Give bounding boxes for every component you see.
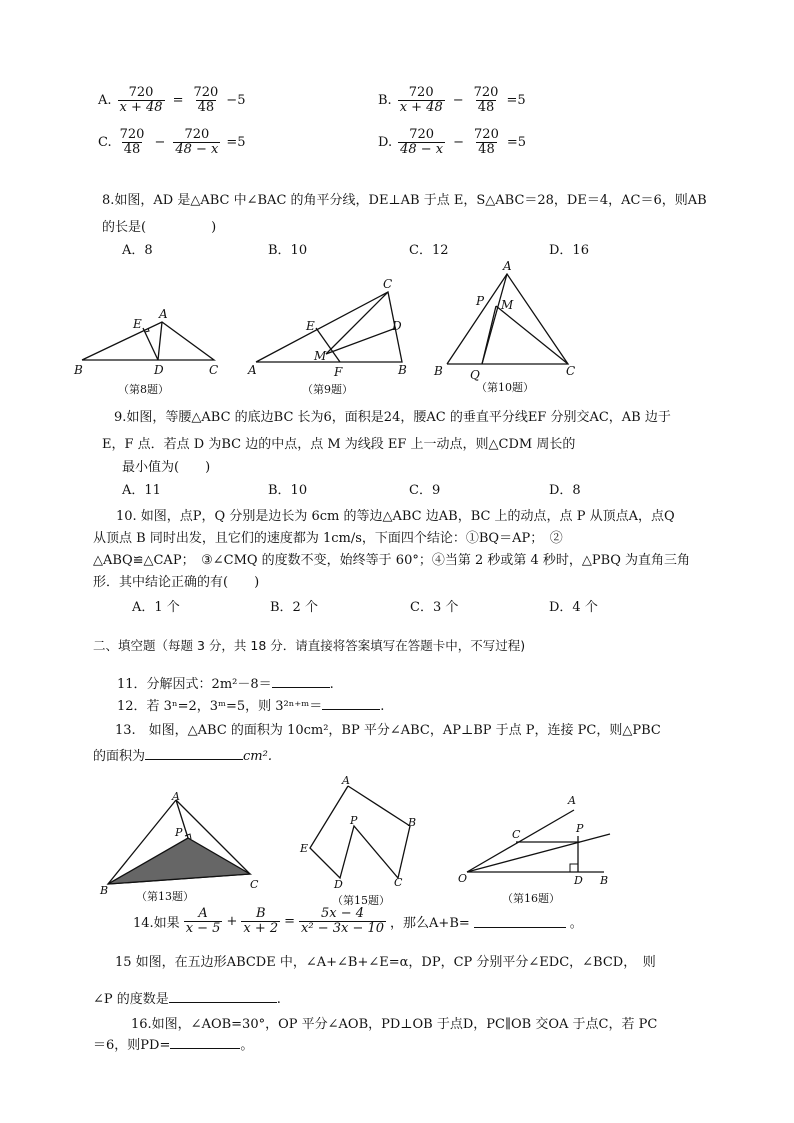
fig8-caption: （第8题） [118,383,169,396]
fig15-label-d: D [334,878,343,891]
q14: 14.如果 $\frac{A}{x - 5}$ + $\frac{B}{x + 2}$ = $\frac{5x - 4}{\text{x² − 3x − 10}}$ ，那么A+B= 。 [133,906,583,936]
fraction: $\frac{A}{x - 5}$ [185,906,221,936]
fig16-caption: （第16题） [502,892,560,905]
answer-blank [169,989,277,1003]
fig15-label-a: A [342,774,350,787]
answer-blank [272,674,330,688]
fig8-bisector-ad [158,322,162,360]
fig15-label-p: P [350,814,358,827]
fig9-label-b: B [398,363,407,377]
fraction: $\frac{720}{x + 48}$ [119,85,163,115]
fig13-label-c: C [250,878,259,891]
fig8-triangle [82,322,214,360]
figures-row1 [70,258,630,400]
fig13-caption: （第13题） [136,890,194,903]
q12: 12．若 3ⁿ=2，3ᵐ=5，则 3²ⁿ⁺ᵐ＝ . [117,695,384,714]
q13-line2: 的面积为 cm². [93,745,272,764]
fig9-label-m: M [314,349,327,363]
fig15-pentagon [310,786,410,878]
q9-line2: E，F 点．若点 D 为BC 边的中点，点 M 为线段 EF 上一动点，则△CDM 周长的 [102,437,576,452]
fig16-label-b: B [600,874,609,887]
q10-line4: 形．其中结论正确的有( ) [93,575,260,590]
q11: 11．分解因式：2m²－8＝ . [117,673,334,692]
q9-option-d: D．8 [549,483,581,498]
fig8-label-e: E [133,317,142,331]
q7-option-a: A. $\frac{720}{x + 48}$ = $\frac{720}{48}$ −5 [98,85,246,115]
q8-option-a: A．8 [122,243,153,258]
fraction: $\frac{720}{48 - x}$ [400,127,444,157]
section-heading: 二、填空题（每题 3 分，共 18 分．请直接将答案填写在答题卡中，不写过程) [93,638,526,653]
fig16-label-d: D [574,874,583,887]
fig10-label-p: P [476,294,485,308]
fig9-label-e: E [306,319,315,333]
q8-option-d: D．16 [549,243,589,258]
fig8-label-c: C [209,363,219,377]
q10-line1: 10. 如图，点P，Q 分别是边长为 6cm 的等边△ABC 边AB，BC 上的动点，点 P 从顶点A，点Q [116,509,675,524]
q8-option-b: B．10 [268,243,308,258]
q9-line3: 最小值为( ) [122,460,211,475]
fig16-label-p: P [576,822,584,835]
fig10-label-m: M [501,298,514,312]
fig15-caption: （第15题） [332,894,390,907]
fig8-label-d: D [154,363,164,377]
fig9-label-a: A [248,363,257,377]
q15-line1: 15 如图，在五边形ABCDE 中，∠A+∠B+∠E=α，DP，CP 分别平分∠EDC，∠BCD， 则 [115,955,656,970]
q9-option-a: A．11 [122,483,161,498]
q7-option-b: B. $\frac{720}{x + 48}$ − $\frac{720}{48}$ =5 [378,85,526,115]
q16-line1: 16.如图，∠AOB=30°，OP 平分∠AOB，PD⊥OB 于点D，PC∥OB 交OA 于点C，若 PC [131,1017,658,1032]
answer-blank [474,914,566,928]
fig8-perpendicular-de [143,328,158,360]
q10-option-d: D．4 个 [549,600,598,615]
fraction: $\frac{720}{48}$ [119,127,145,157]
q8-line2: 的长是( ) [102,220,217,235]
q10-option-b: B．2 个 [270,600,318,615]
fig10-label-c: C [566,364,576,378]
fig10-caption: （第10题） [476,381,534,394]
fraction: $\frac{720}{48}$ [473,85,499,115]
fraction: $\frac{720}{x + 48}$ [399,85,443,115]
fig9-line-cm [326,292,388,354]
fig16-label-o: O [458,872,468,885]
fig8-label-a: A [159,307,168,321]
fig8-label-b: B [74,363,83,377]
fraction: $\frac{5x - 4}{\text{x² − 3x − 10}}$ [301,906,385,936]
q9-line1: 9.如图，等腰△ABC 的底边BC 长为6，面积是24，腰AC 的垂直平分线EF 分别交AC，AB 边于 [114,410,671,425]
q7-option-d: D. $\frac{720}{48 - x}$ − $\frac{720}{48}$ =5 [378,127,527,157]
q7-option-c: C. $\frac{720}{48}$ − $\frac{720}{48 - x}$ =5 [98,127,246,157]
figures-row2 [96,774,626,910]
q15-line2: ∠P 的度数是 . [93,988,281,1007]
fig9-label-c: C [383,277,393,291]
fig10-triangle [447,274,568,364]
fig13-label-a: A [172,790,180,803]
q9-option-b: B．10 [268,483,308,498]
fraction: $\frac{B}{x + 2}$ [243,906,279,936]
fig15-label-b: B [408,816,417,829]
fig10-line-pc [496,306,568,364]
q10-line2: 从顶点 B 同时出发，且它们的速度都为 1cm/s，下面四个结论：①BQ＝AP； ② [93,531,563,546]
fig15-label-e: E [300,842,309,855]
fig15-label-c: C [394,876,403,889]
fig16-ray-op [467,834,610,872]
fraction: $\frac{720}{48 - x}$ [175,127,219,157]
fig10-line-aq [482,274,507,364]
fig13-label-p: P [175,826,183,839]
fig9-caption: （第9题） [302,383,353,396]
fig16-label-a: A [568,794,576,807]
fraction: $\frac{720}{48}$ [193,85,219,115]
answer-blank [145,746,243,760]
answer-blank [170,1035,240,1049]
fig9-label-d: D [392,319,402,333]
fig13-shaded-pbc [108,838,250,884]
q8-line1: 8.如图，AD 是△ABC 中∠BAC 的角平分线，DE⊥AB 于点 E，S△ABC＝28，DE＝4，AC＝6，则AB [102,193,707,208]
q10-option-a: A．1 个 [132,600,180,615]
fig10-label-b: B [434,364,443,378]
fig13-label-b: B [100,884,109,897]
fig16-ray-oa [467,810,574,872]
q9-option-c: C．9 [409,483,441,498]
fraction: $\frac{720}{48}$ [474,127,499,157]
q8-option-c: C．12 [409,243,449,258]
fig9-line-md [326,328,396,354]
fig16-label-c: C [512,828,521,841]
fig10-label-a: A [503,259,512,273]
option-letter: A. [98,92,112,108]
q10-option-c: C．3 个 [410,600,459,615]
fig10-label-q: Q [470,368,480,382]
q16-line2: ＝6，则PD= 。 [93,1034,253,1053]
q13-line1: 13. 如图，△ABC 的面积为 10cm²，BP 平分∠ABC，AP⊥BP 于点 P，连接 PC，则△PBC [115,723,661,738]
q10-line3: △ABQ≌△CAP； ③∠CMQ 的度数不变，始终等于 60°；④当第 2 秒或第 4 秒时，△PBQ 为直角三角 [93,553,690,568]
answer-blank [322,696,380,710]
fig9-label-f: F [334,365,343,379]
